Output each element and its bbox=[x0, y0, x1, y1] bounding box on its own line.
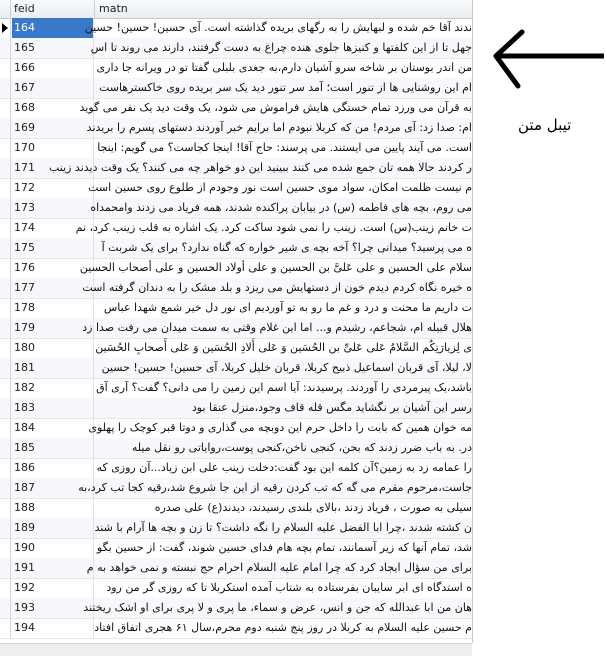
cell-feid[interactable]: 184 bbox=[12, 418, 94, 438]
horizontal-scrollbar[interactable] bbox=[0, 643, 472, 656]
row-selector[interactable] bbox=[0, 438, 11, 458]
row-selector[interactable] bbox=[0, 498, 11, 518]
cell-feid[interactable]: 171 bbox=[12, 158, 94, 178]
row-selector[interactable] bbox=[0, 298, 11, 318]
table-row[interactable] bbox=[0, 258, 472, 279]
table-row[interactable] bbox=[0, 478, 472, 499]
cell-feid[interactable]: 179 bbox=[12, 318, 94, 338]
cell-feid[interactable]: 180 bbox=[12, 338, 94, 358]
cell-matn[interactable]: م حسین علیه السلام به کربلا در روز پنج شنبه دوم محرم،سال ۶۱ هجری اتفاق افتاد bbox=[94, 621, 472, 634]
table-row[interactable] bbox=[0, 558, 472, 579]
cell-feid[interactable]: 169 bbox=[12, 118, 94, 138]
cell-feid[interactable]: 167 bbox=[12, 78, 94, 98]
cell-matn[interactable]: ه استدگاه ای ابر سایبان بفرستاده به شتاب آمده استکربلا تا که روزی گر من رود bbox=[106, 581, 472, 594]
row-selector[interactable] bbox=[0, 238, 11, 258]
row-selector[interactable] bbox=[0, 458, 11, 478]
cell-feid[interactable]: 170 bbox=[12, 138, 94, 158]
row-selector[interactable] bbox=[0, 558, 11, 578]
row-selector[interactable] bbox=[0, 358, 11, 378]
cell-feid[interactable]: 189 bbox=[12, 518, 94, 538]
annotation-label: تیبل متن bbox=[518, 116, 572, 134]
cell-feid[interactable]: 164 bbox=[12, 18, 94, 38]
table-row[interactable] bbox=[0, 398, 472, 419]
cell-matn[interactable]: ی لِزیارَتِکُم السَّلامُ عَلی عَلیِّ بن الحُسَین وَ عَلی أَلادِ الحُسَین وَ عَلی أَصحابِ الحُسَین bbox=[95, 341, 472, 354]
row-selector[interactable] bbox=[0, 618, 11, 638]
table-row[interactable] bbox=[0, 218, 472, 239]
table-row[interactable] bbox=[0, 298, 472, 319]
row-selector[interactable] bbox=[0, 138, 11, 158]
table-row[interactable] bbox=[0, 538, 472, 559]
table-row[interactable] bbox=[0, 598, 472, 619]
cell-matn[interactable]: به قرآن می ورزد تمام خستگی هایش فراموش می شود، یک وقت دید یک نفر می گوید bbox=[79, 101, 472, 114]
cell-feid[interactable]: 187 bbox=[12, 478, 94, 498]
cell-matn[interactable]: جاست،مرحوم مقرم می گه که تب کردن رقیه از این جا شروع شد،رقیه کجا تب کرد،به bbox=[78, 481, 472, 494]
table-row[interactable] bbox=[0, 458, 472, 479]
table-row[interactable] bbox=[0, 378, 472, 399]
cell-feid[interactable]: 181 bbox=[12, 358, 94, 378]
cell-matn[interactable]: جهل تا از این کلفتها و کنیزها جلوی هنده چراغ به دست گرفتند، دارند می روند تا اس bbox=[90, 41, 472, 54]
row-selector[interactable] bbox=[0, 258, 11, 278]
cell-feid[interactable]: 194 bbox=[12, 618, 94, 638]
cell-matn[interactable]: رسر این آشیان بر نگشاید مگس قله قاف وجود،منزل عنقا بود bbox=[191, 401, 472, 414]
cell-feid[interactable]: 192 bbox=[12, 578, 94, 598]
table-row[interactable] bbox=[0, 518, 472, 539]
cell-feid[interactable]: 172 bbox=[12, 178, 94, 198]
row-selector[interactable] bbox=[0, 598, 11, 618]
table-row[interactable] bbox=[0, 138, 472, 159]
row-selector[interactable] bbox=[0, 578, 11, 598]
table-row[interactable] bbox=[0, 178, 472, 199]
table-row[interactable] bbox=[0, 18, 472, 39]
cell-matn[interactable]: مه خوان همین که بابت را داخل حرم این دوبچه می گذاری و دوتا قبر کوچک را پهلوی bbox=[88, 421, 472, 434]
cell-matn[interactable]: ر کردند حالا همه تان جمع شده می کنند ببینید این دو خواهر چه می کنند؟ یک وقت دیدند زینب bbox=[48, 161, 472, 174]
cell-matn[interactable]: هان من ابا عبدالله که جن و انس، عرض و سماء، ما پری و لا پری برای او اشک ریختند bbox=[83, 601, 472, 614]
cell-matn[interactable]: هلال قبیله ام، شجاعم، رشیدم و... اما این غلام وقتی به سمت میدان می رفت صدا زد bbox=[82, 321, 472, 334]
table-row[interactable] bbox=[0, 338, 472, 359]
table-row[interactable] bbox=[0, 198, 472, 219]
row-selector[interactable] bbox=[0, 478, 11, 498]
row-selector[interactable] bbox=[0, 78, 11, 98]
cell-matn[interactable]: من اندر بوستان بر شاخه سرو آشیان دارم،به جغدی بلبلی گفتا تو در ویرانه جا داری bbox=[96, 61, 472, 74]
column-divider[interactable] bbox=[94, 0, 95, 18]
grid-header bbox=[0, 0, 472, 19]
cell-matn[interactable]: ه خیره نگاه کردم دیدم خون از دستهایش می ریزد و بلد مشک را به دندان گرفته است bbox=[82, 281, 472, 294]
table-row[interactable] bbox=[0, 78, 472, 99]
row-selector[interactable] bbox=[0, 278, 11, 298]
table-row[interactable] bbox=[0, 278, 472, 299]
cell-matn[interactable]: است. می آیند پایین می ایستند. می پرسند: حاج آقا! اینجا کجاست؟ می گویم: اینجا bbox=[97, 141, 472, 154]
row-selector-header bbox=[0, 0, 11, 18]
cell-matn[interactable]: ن کشته شدند ،چرا ابا الفضل علیه السلام را نگه داشت؟ تا زن و بچه ها آرام با شند bbox=[94, 521, 472, 534]
table-row[interactable] bbox=[0, 498, 472, 519]
cell-matn[interactable]: م نیست ظلمت امکان، سواد موی حسین است نور وجودم از طلوع روی حسین است bbox=[88, 181, 472, 194]
cell-feid[interactable]: 183 bbox=[12, 398, 94, 418]
row-selector[interactable] bbox=[0, 198, 11, 218]
row-selector[interactable] bbox=[0, 338, 11, 358]
cell-matn[interactable]: لا، لیلا، آی قربان اسماعیل ذبیح کربلا، قربان خلیل کربلا، آی حسین! حسین! حسین bbox=[101, 361, 472, 374]
cell-matn[interactable]: ه می پرسید؟ میدانی چرا؟ آخه بچه ی شیر خواره که گناه ندارد؟ برای یک شربت آ bbox=[101, 241, 472, 254]
current-row-pointer-icon bbox=[2, 23, 8, 33]
cell-feid[interactable]: 182 bbox=[12, 378, 94, 398]
row-selector[interactable] bbox=[0, 18, 11, 38]
cell-feid[interactable]: 166 bbox=[12, 58, 94, 78]
cell-feid[interactable]: 193 bbox=[12, 598, 94, 618]
cell-feid[interactable]: 186 bbox=[12, 458, 94, 478]
row-selector[interactable] bbox=[0, 118, 11, 138]
cell-matn[interactable]: سیلی به صورت ، فریاد زدند ،بالای بلندی رسیدند، دیدند(ع) علی صدره bbox=[154, 501, 472, 514]
table-row[interactable] bbox=[0, 98, 472, 119]
row-selector[interactable] bbox=[0, 158, 11, 178]
cell-matn[interactable]: ت داریم ما محنت و درد و غم ما رو به تو آوردیم ای نور دل خیر شمع شهدا عباس bbox=[103, 301, 472, 314]
cell-matn[interactable]: می روم، بچه های فاطمه (س) در بیابان پراکنده شدند، همه فریاد می زدند وامحمداه bbox=[90, 201, 472, 214]
cell-matn[interactable]: ت خانم زینب(س) است. زینب را نمی شود ساکت کرد. یک اشاره به قلب زینب کرد، نم bbox=[75, 221, 472, 234]
cell-feid[interactable]: 174 bbox=[12, 218, 94, 238]
table-row[interactable] bbox=[0, 438, 472, 459]
cell-matn[interactable]: را عمامه زد به زمین؟آن کلمه این بود گفت:دخلت زینب علی ابن زیاد...آن روزی که bbox=[96, 461, 472, 474]
row-selector[interactable] bbox=[0, 538, 11, 558]
table-row[interactable] bbox=[0, 578, 472, 599]
table-row[interactable] bbox=[0, 358, 472, 379]
cell-matn[interactable]: ام: صدا زد: آی مردم! من که کربلا نبودم اما برایم خبر آوردند دستهای پسرم را بریدند bbox=[86, 121, 472, 134]
cell-feid[interactable]: 175 bbox=[12, 238, 94, 258]
table-row[interactable] bbox=[0, 618, 472, 639]
table-row[interactable] bbox=[0, 418, 472, 439]
arrow-annotation-icon bbox=[492, 30, 607, 90]
table-row[interactable] bbox=[0, 38, 472, 59]
cell-feid[interactable]: 190 bbox=[12, 538, 94, 558]
table-row[interactable] bbox=[0, 118, 472, 139]
row-selector[interactable] bbox=[0, 218, 11, 238]
cell-matn[interactable]: ام این روشنایی ها از تنور است؛ آمد سر تنور دید یک سر بریده روی خاکسترهاست bbox=[98, 81, 472, 94]
cell-feid[interactable]: 177 bbox=[12, 278, 94, 298]
table-row[interactable] bbox=[0, 238, 472, 259]
row-selector[interactable] bbox=[0, 58, 11, 78]
row-selector[interactable] bbox=[0, 418, 11, 438]
cell-feid[interactable]: 185 bbox=[12, 438, 94, 458]
column-header-matn[interactable]: matn bbox=[99, 2, 128, 15]
row-selector[interactable] bbox=[0, 178, 11, 198]
cell-matn[interactable]: ندند آقا خم شده و لبهایش را به رگهای بریده گذاشته است. آی حسین! حسین! حسین bbox=[84, 21, 472, 34]
cell-feid[interactable]: 165 bbox=[12, 38, 94, 58]
row-selector[interactable] bbox=[0, 38, 11, 58]
cell-matn[interactable]: شد، تمام آنها که زیر آسمانند، تمام بچه هام فدای حسین شوند، گفت: از حسین بگو bbox=[96, 541, 472, 554]
row-selector[interactable] bbox=[0, 518, 11, 538]
table-row[interactable] bbox=[0, 58, 472, 79]
cell-matn[interactable]: باشد،یک پیرمردی را آوردند. پرسیدند: آیا اسم این زمین را می دانی؟ گفت؟ آری آق bbox=[96, 381, 472, 394]
column-header-feid[interactable]: feid bbox=[14, 2, 35, 15]
cell-feid[interactable]: 176 bbox=[12, 258, 94, 278]
cell-matn[interactable]: در. به باب ضرر زدند که بحن، کنجی ناخن،کنجی پوست،روایاتی رو نقل میله bbox=[131, 441, 472, 454]
row-selector[interactable] bbox=[0, 398, 11, 418]
cell-feid[interactable]: 173 bbox=[12, 198, 94, 218]
row-selector[interactable] bbox=[0, 318, 11, 338]
cell-feid[interactable]: 188 bbox=[12, 498, 94, 518]
row-selector[interactable] bbox=[0, 378, 11, 398]
cell-feid[interactable]: 178 bbox=[12, 298, 94, 318]
cell-feid[interactable]: 168 bbox=[12, 98, 94, 118]
cell-matn[interactable]: برای من سؤال ایجاد کرد که چرا امام علیه السلام احرام حج نبسته و نمی خواهد به م bbox=[86, 561, 472, 574]
table-row[interactable] bbox=[0, 318, 472, 339]
row-selector[interactable] bbox=[0, 98, 11, 118]
cell-feid[interactable]: 191 bbox=[12, 558, 94, 578]
table-row[interactable] bbox=[0, 158, 472, 179]
cell-matn[interactable]: سلام علی الحسین و علی عَلیَّ بن الحسین و علی أولاد الحسین و علی أصحاب الحسین bbox=[79, 261, 472, 274]
